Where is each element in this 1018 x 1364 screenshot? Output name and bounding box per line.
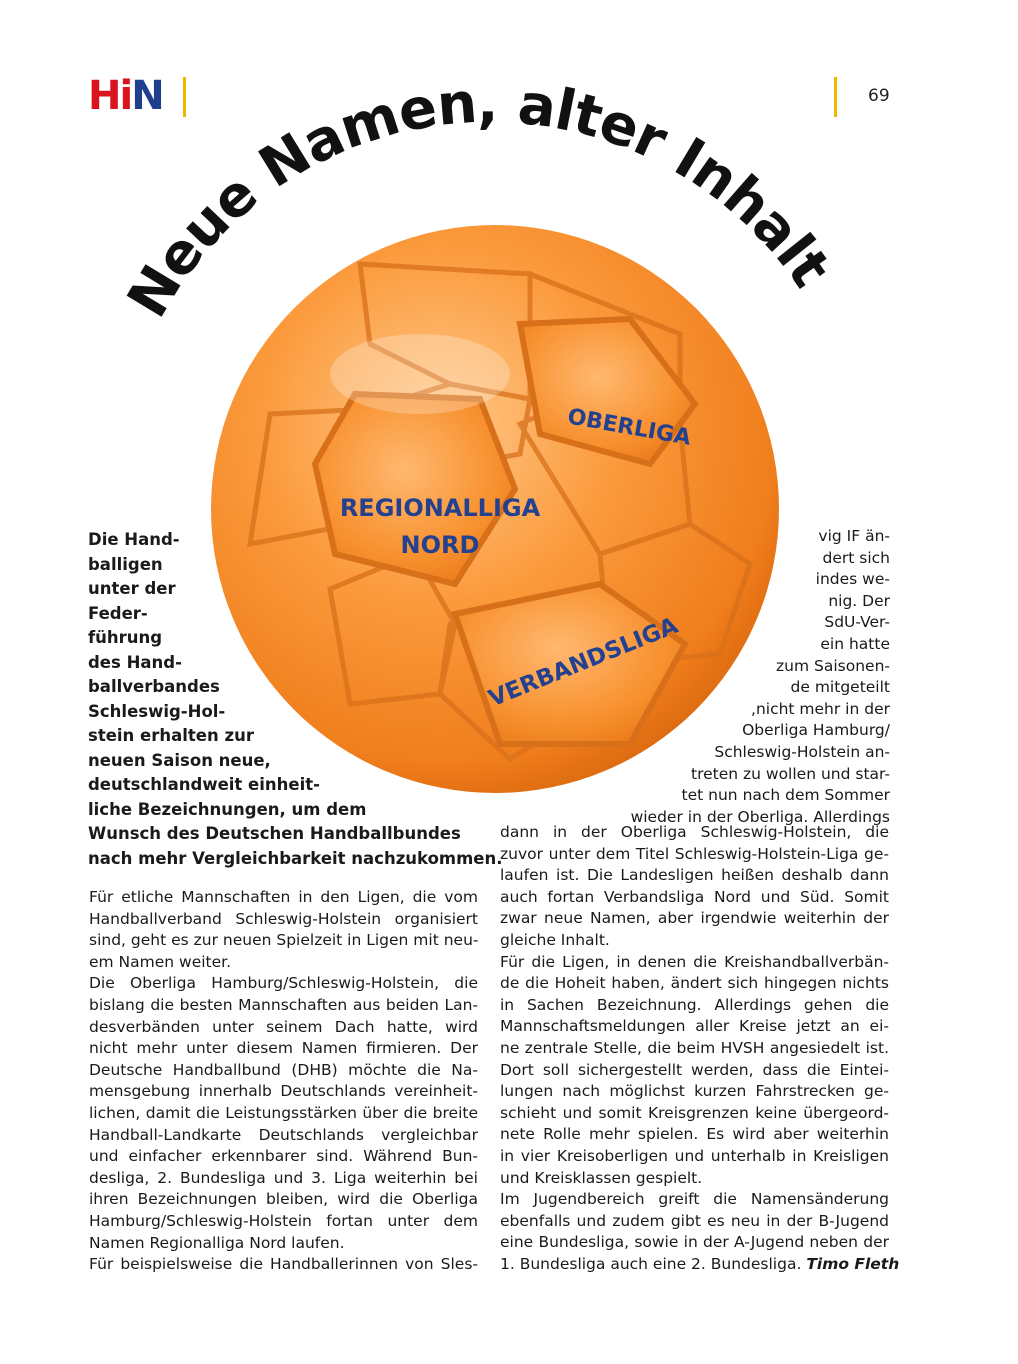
body-line: Deutsche Handballbund (DHB) möchte die Na- [89,1060,478,1079]
lead-line: stein erhalten zur [88,726,254,745]
logo-letter-n: N [131,73,163,119]
body-line: Namen Regionalliga Nord laufen. [89,1233,345,1252]
lead-line: ballverbandes [88,677,220,696]
body-line: lungen nach möglichst kurzen Fahrstrecken ge- [500,1082,889,1101]
lead-line: deutschlandweit einheit- [88,775,320,794]
body-line: ebenfalls und zudem gibt es neu in der B-Jugend [500,1211,889,1230]
wrap-line: tet nun nach dem Sommer [681,786,890,805]
wrap-line: dert sich [822,548,890,567]
body-line: mensgebung innerhalb Deutschlands vereinheit- [89,1082,478,1101]
body-line: eine Bundesliga, sowie in der A-Jugend neben der [500,1233,889,1252]
body-line: in Sachen Bezeichnung. Allerdings gehen die [500,995,889,1014]
body-line: laufen ist. Die Landesligen heißen deshalb dann [500,866,889,885]
body-line: gleiche Inhalt. [500,930,610,949]
lead-line: liche Bezeichnungen, um dem [88,799,367,819]
body-line: zuvor unter dem Titel Schleswig-Holstein-Liga ge- [500,844,889,863]
body-column-left [89,887,478,1276]
headline [115,71,842,329]
body-line: Die Oberliga Hamburg/Schleswig-Holstein, die [89,974,478,993]
body-line: desverbänden unter seinem Dach hatte, wird [89,1017,478,1036]
body-line: Für die Ligen, in denen die Kreishandballverbän- [500,952,889,971]
body-line: und Kreisklassen gespielt. [500,1168,703,1187]
body-line-final [500,1254,900,1276]
page-number: 69 [868,86,890,106]
body-line: Mannschaftsmeldungen aller Kreise jetzt an ei- [500,1017,889,1036]
wrap-line: indes we- [815,570,890,589]
wrap-line: Oberliga Hamburg/ [742,721,890,740]
body-line: Handballverband Schleswig-Holstein organisiert [89,909,478,928]
body-line: Hamburg/Schleswig-Holstein fortan unter dem [89,1211,478,1230]
wrap-line: treten zu wollen und star- [691,764,890,783]
body-line: und einfacher erkennbarer sind. Während Bun- [89,1147,478,1166]
logo-letter-h: H [88,73,120,119]
wrap-line: ein hatte [820,634,890,653]
wrap-line: nig. Der [828,591,890,610]
body-line: Für etliche Mannschaften in den Ligen, die vom [89,888,478,906]
wrap-line: Schleswig-Holstein an- [714,742,890,761]
wrap-line: vig IF än- [818,527,890,545]
label-verbandsliga: VERBANDSLIGA [485,612,682,713]
body-line: auch fortan Verbandsliga Nord und Süd. Somit [500,887,889,906]
lead-paragraph [88,528,503,871]
body-line: de die Hoheit haben, ändert sich hingegen nichts [500,974,889,993]
final-sentence: 1. Bundesliga auch eine 2. Bundesliga. [500,1254,802,1273]
lead-line: Die Hand- [88,530,180,549]
wrap-line: de mitgeteilt [790,678,890,697]
body-line: zwar neue Namen, aber irgendwie weiterhin der [500,909,889,928]
logo-letter-i: i [119,73,132,119]
label-nord: NORD [400,531,480,559]
body-line: in vier Kreisoberligen und unterhalb in Kreisligen [500,1146,889,1165]
wrapped-text [631,526,890,828]
body-line: Im Jugendbereich greift die Namensänderung [500,1190,889,1209]
lead-line: nach mehr Vergleichbarkeit nachzukommen. [88,848,503,868]
body-line: ihren Bezeichnungen bleiben, wird die Oberliga [89,1190,478,1209]
body-line: Für beispielsweise die Handballerinnen von Sles- [89,1255,478,1274]
headline-arc [0,0,1018,560]
body-line: schieht und somit Kreisgrenzen keine übergeord- [500,1103,889,1122]
lead-line: balligen [88,554,163,574]
body-line: Dort soll sichergestellt werden, dass die Eintei- [500,1060,889,1079]
body-line: nicht mehr unter diesem Namen firmieren. Der [89,1039,478,1058]
wrap-line: ,nicht mehr in der [751,699,890,718]
lead-line: Wunsch des Deutschen Handballbundes [88,824,461,843]
body-line: dann in der Oberliga Schleswig-Holstein, die [500,823,889,841]
lead-line: neuen Saison neue, [88,750,271,770]
body-line: Handball-Landkarte Deutschlands vergleichbar [89,1125,478,1144]
body-line: em Namen weiter. [89,952,232,971]
body-column-right [500,822,900,1275]
label-oberliga: OBERLIGA [565,404,693,451]
body-line: lichen, damit die Leistungsstärken über die breite [89,1103,478,1122]
wrap-line: zum Saisonen- [776,656,890,675]
headline-text: Neue Namen, alter Inhalt [115,70,843,329]
lead-line: Schleswig-Hol- [88,701,226,721]
wrap-line: wieder in der Oberliga. Allerdings [630,807,890,826]
body-line: desliga, 2. Bundesliga und 3. Liga weiterhin bei [89,1168,478,1187]
body-line: sind, geht es zur neuen Spielzeit in Ligen mit neu- [89,931,479,950]
lead-line: Feder- [88,603,148,623]
lead-line: unter der [88,579,176,598]
lead-line: des Hand- [88,652,182,672]
body-line: ne zentrale Stelle, die beim HVSH angesiedelt ist. [500,1038,889,1057]
author-credit: Timo Fleth [806,1254,900,1273]
lead-line: führung [88,628,163,647]
label-regionalliga: REGIONALLIGA [339,494,541,522]
wrap-line: SdU-Ver- [824,613,890,632]
body-line: bislang die besten Mannschaften aus beiden Lan- [89,995,478,1014]
body-line: nete Rolle mehr spielen. Es wird aber weiterhin [500,1125,889,1144]
